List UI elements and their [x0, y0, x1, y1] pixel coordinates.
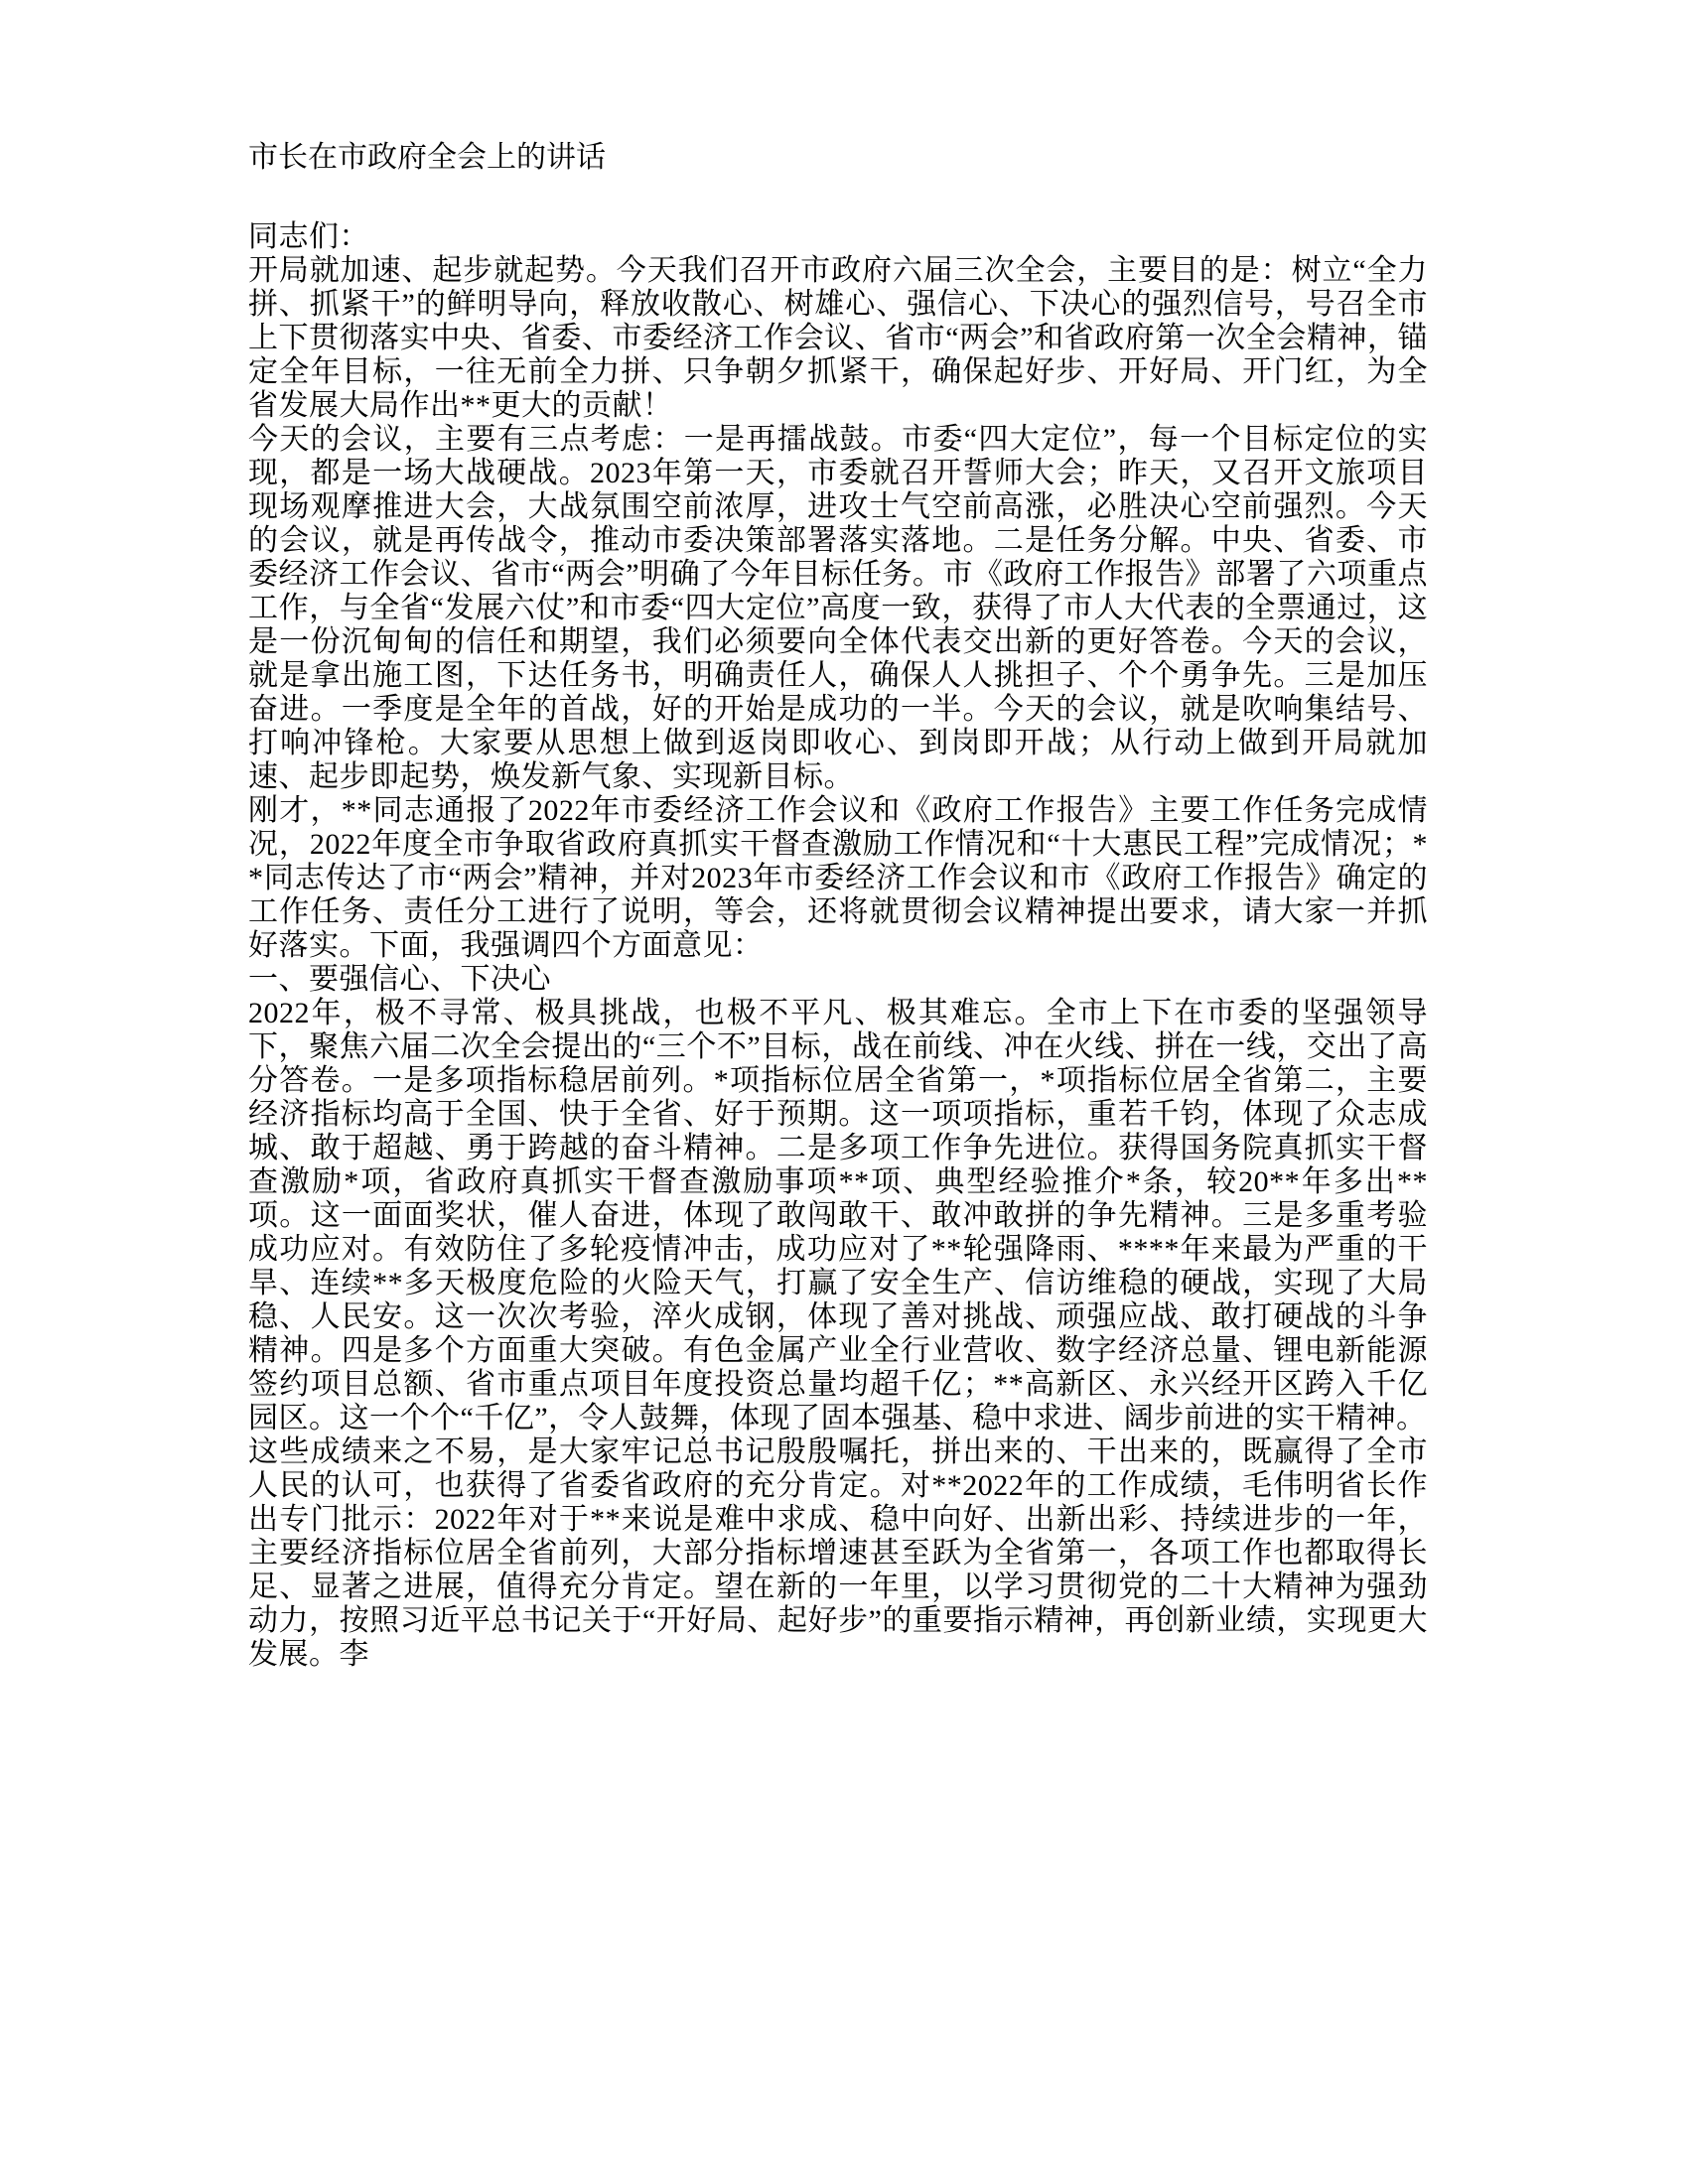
document-title: 市长在市政府全会上的讲话 — [248, 141, 606, 174]
paragraph-recognition: 这些成绩来之不易，是大家牢记总书记殷殷嘱托，拼出来的、干出来的，既赢得了全市人民的认可，也获得了省委省政府的充分肯定。对**2022年的工作成绩，毛伟明省长作出专门批示：2022年对于**来说是难中求成、稳中向好、出新出彩、持续进步的一年，主要经济指标位居全省前列，大部分指标增速甚至跃为全省第一，各项工作也都取得长足、显著之进展，值得充分肯定。望在新的一年里，以学习贯彻党的二十大精神为强劲动力，按照习近平总书记关于“开好局、起好步”的重要指示精神，再创新业绩，实现更大发展。李 — [248, 1435, 1428, 1671]
salutation: 同志们： — [248, 220, 369, 253]
section-heading-one: 一、要强信心、下决心 — [248, 963, 551, 996]
paragraph-briefing: 刚才，**同志通报了2022年市委经济工作会议和《政府工作报告》主要工作任务完成情况，2022年度全市争取省政府真抓实干督查激励工作情况和“十大惠民工程”完成情况；**同志传达了市“两会”精神，并对2023年市委经济工作会议和市《政府工作报告》确定的工作任务、责任分工进行了说明，等会，还将就贯彻会议精神提出要求，请大家一并抓好落实。下面，我强调四个方面意见： — [248, 794, 1428, 962]
paragraph-achievements: 2022年，极不寻常、极具挑战，也极不平凡、极其难忘。全市上下在市委的坚强领导下，聚焦六届二次全会提出的“三个不”目标，战在前线、冲在火线、拼在一线，交出了高分答卷。一是多项指标稳居前列。*项指标位居全省第一，*项指标位居全省第二，主要经济指标均高于全国、快于全省、好于预期。这一项项指标，重若千钧，体现了众志成城、敢于超越、勇于跨越的奋斗精神。二是多项工作争先进位。获得国务院真抓实干督查激励*项，省政府真抓实干督查激励事项**项、典型经验推介*条，较20**年多出**项。这一面面奖状，催人奋进，体现了敢闯敢干、敢冲敢拼的争先精神。三是多重考验成功应对。有效防住了多轮疫情冲击，成功应对了**轮强降雨、****年来最为严重的干旱、连续**多天极度危险的火险天气，打赢了安全生产、信访维稳的硬战，实现了大局稳、人民安。这一次次考验，淬火成钢，体现了善对挑战、顽强应战、敢打硬战的斗争精神。四是多个方面重大突破。有色金属产业全行业营收、数字经济总量、锂电新能源签约项目总额、省市重点项目年度投资总量均超千亿；**高新区、永兴经开区跨入千亿园区。这一个个“千亿”，令人鼓舞，体现了固本强基、稳中求进、阔步前进的实干精神。 — [248, 997, 1428, 1434]
paragraph-three-points: 今天的会议，主要有三点考虑：一是再擂战鼓。市委“四大定位”，每一个目标定位的实现，都是一场大战硬战。2023年第一天，市委就召开誓师大会；昨天，又召开文旅项目现场观摩推进大会，大战氛围空前浓厚，进攻士气空前高涨，必胜决心空前强烈。今天的会议，就是再传战令，推动市委决策部署落实落地。二是任务分解。中央、省委、市委经济工作会议、省市“两会”明确了今年目标任务。市《政府工作报告》部署了六项重点工作，与全省“发展六仗”和市委“四大定位”高度一致，获得了市人大代表的全票通过，这是一份沉甸甸的信任和期望，我们必须要向全体代表交出新的更好答卷。今天的会议，就是拿出施工图，下达任务书，明确责任人，确保人人挑担子、个个勇争先。三是加压奋进。一季度是全年的首战，好的开始是成功的一半。今天的会议，就是吹响集结号、打响冲锋枪。大家要从思想上做到返岗即收心、到岗即开战；从行动上做到开局就加速、起步即起势，焕发新气象、实现新目标。 — [248, 423, 1428, 793]
paragraph-opening: 开局就加速、起步就起势。今天我们召开市政府六届三次全会，主要目的是：树立“全力拼、抓紧干”的鲜明导向，释放收散心、树雄心、强信心、下决心的强烈信号，号召全市上下贯彻落实中央、省委、市委经济工作会议、省市“两会”和省政府第一次全会精神，锚定全年目标，一往无前全力拼、只争朝夕抓紧干，确保起好步、开好局、开门红，为全省发展大局作出**更大的贡献！ — [248, 254, 1428, 422]
